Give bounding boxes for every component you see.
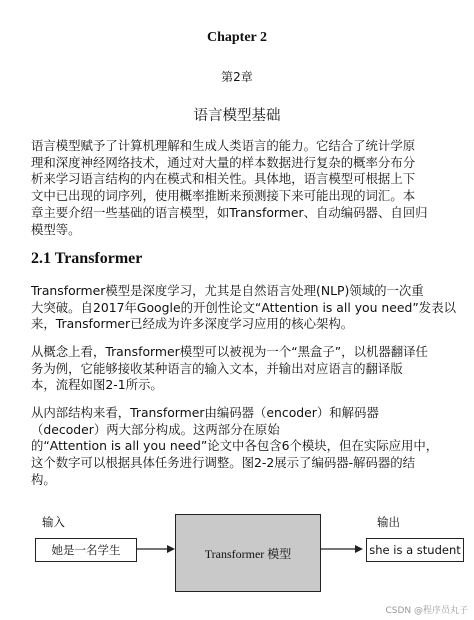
input-box: 她是一名学生 — [35, 538, 137, 562]
paragraph-line: 从概念上看，Transformer模型可以被视为一个“黑盒子”，以机器翻译任 — [31, 344, 428, 359]
section-heading: 2.1 Transformer — [31, 250, 143, 267]
paragraph-line: 模型等。 — [31, 221, 81, 237]
paragraph-line: 从内部结构来看，Transformer由编码器（encoder）和解码器 — [31, 405, 379, 420]
paragraph-line: （decoder）两大部分构成。这两部分在原始 — [31, 421, 280, 437]
intro-paragraph — [31, 138, 456, 238]
watermark: CSDN @程序员丸子 — [385, 606, 468, 616]
paragraph-line: Transformer模型是深度学习，尤其是自然语言处理(NLP)领域的一次重 — [31, 283, 424, 298]
paragraph-line: 理和深度神经网络技术，通过对大量的样本数据进行复杂的概率分布分 — [31, 154, 416, 170]
output-arrow — [321, 542, 365, 556]
section-paragraph-1 — [31, 283, 456, 333]
paragraph-line: 析来学习语言结构的内在模式和相关性。具体地，语言模型可根据上下 — [31, 171, 416, 187]
translation-diagram — [0, 500, 474, 610]
paragraph-line: 的“Attention is all you need”论文中各包含6个模块，但在实际应用中， — [31, 438, 439, 454]
paragraph-line: 语言模型赋予了计算机理解和生成人类语言的能力。它结合了统计学原 — [31, 138, 416, 153]
paragraph-line: 构。 — [31, 471, 56, 487]
chapter-number-zh: 第2章 — [221, 70, 253, 84]
paragraph-line: 文中已出现的词序列，使用概率推断来预测接下来可能出现的词汇。本 — [31, 188, 416, 204]
transformer-model-box: Transformer 模型 — [175, 514, 321, 592]
output-label: 输出 — [377, 515, 400, 529]
input-arrow — [137, 542, 177, 556]
paragraph-line: 这个数字可以根据具体任务进行调整。图2-2展示了编码器-解码器的结 — [31, 455, 416, 471]
chapter-title: 语言模型基础 — [193, 108, 281, 124]
paragraph-line: 大突破。自2017年Google的开创性论文“Attention is all you need”发表以 — [31, 299, 456, 315]
paragraph-line: 来，Transformer已经成为许多深度学习应用的核心架构。 — [31, 316, 354, 332]
paragraph-line: 本，流程如图2-1所示。 — [31, 377, 163, 393]
input-label: 输入 — [42, 515, 65, 529]
section-paragraph-3 — [31, 405, 456, 489]
paragraph-line: 务为例，它能够接收某种语言的输入文本，并输出对应语言的翻译版 — [31, 360, 403, 376]
section-paragraph-2 — [31, 344, 456, 394]
chapter-number-en: Chapter 2 — [206, 30, 268, 45]
output-box: she is a student — [366, 538, 464, 562]
paragraph-line: 章主要介绍一些基础的语言模型，如Transformer、自动编码器、自回归 — [31, 204, 428, 220]
